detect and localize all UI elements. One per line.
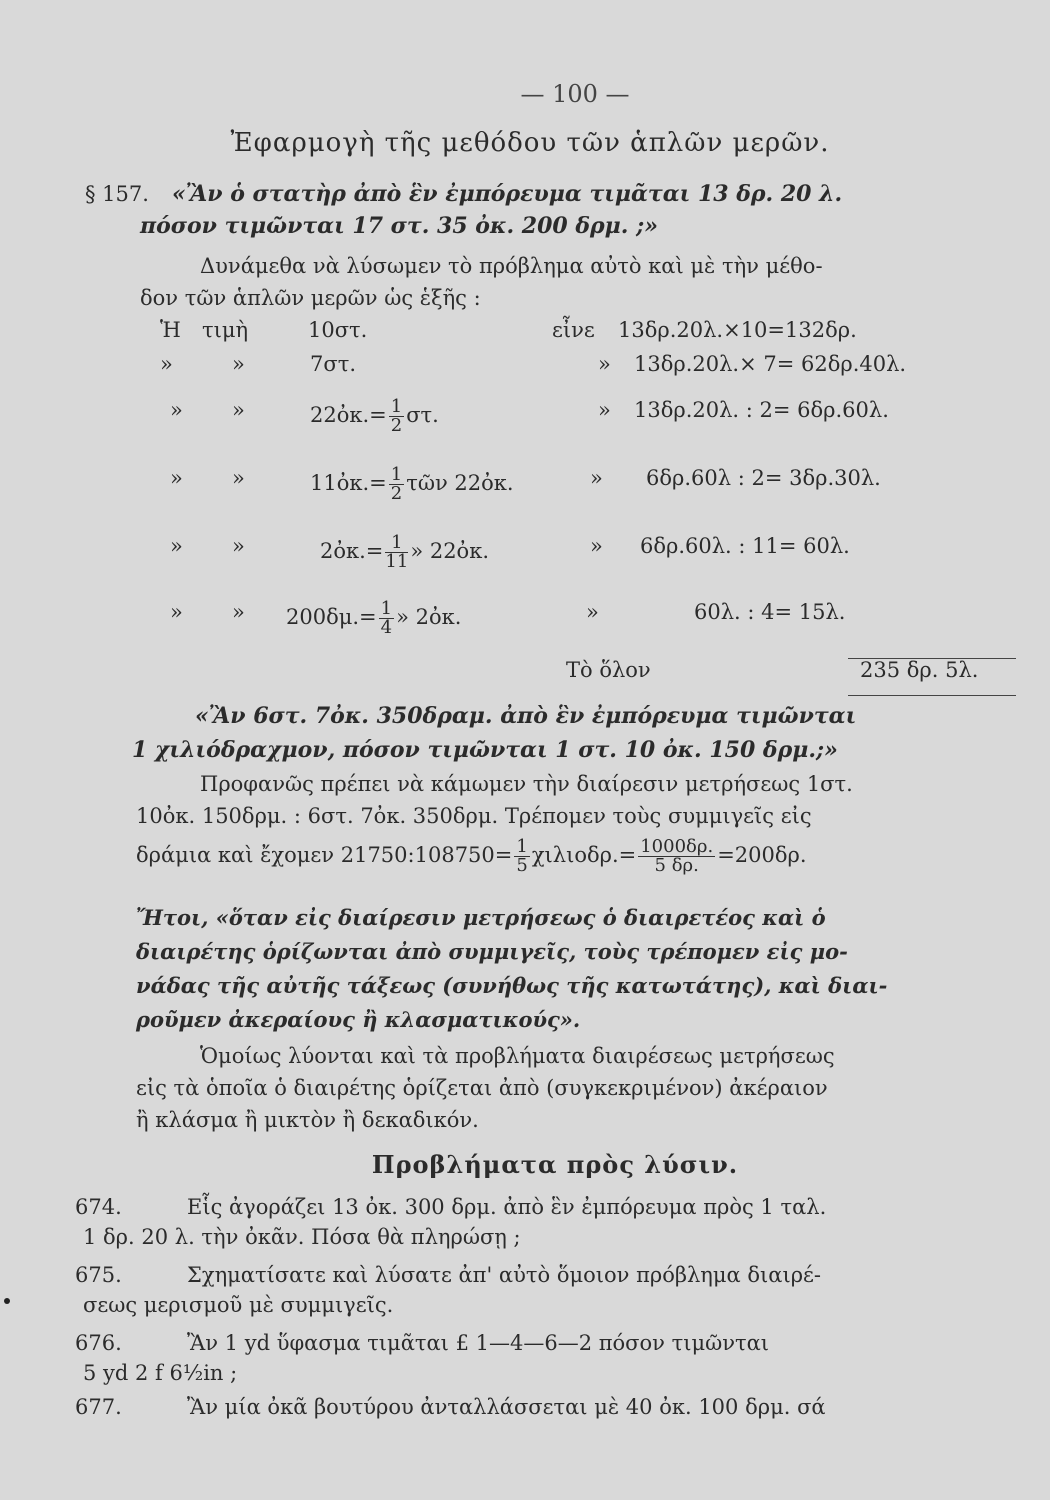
problem-item: [75, 1260, 1015, 1324]
table-row: [160, 534, 1020, 574]
example2-line2: 1 χιλιόδραχμον, πόσον τιμῶνται 1 στ. 10 ὀκ. 150 δρμ.;»: [132, 737, 838, 763]
rule-line4: ροῦμεν ἀκεραίους ἢ κλασματικούς».: [136, 1007, 581, 1032]
numerator: 1000δρ.: [640, 836, 714, 857]
problems-heading: Προβλήματα πρὸς λύσιν.: [371, 1150, 739, 1179]
cell: »: [232, 398, 245, 422]
problem-number: 676.: [75, 1331, 122, 1355]
cell: 10στ.: [308, 318, 368, 342]
section-number: § 157.: [85, 182, 149, 206]
intro-line2: δον τῶν ἁπλῶν μερῶν ὡς ἑξῆς :: [140, 286, 481, 310]
example2-line1: «Ἂν 6στ. 7ὀκ. 350δραμ. ἀπὸ ἓν ἐμπόρευμα τιμῶνται: [195, 703, 857, 729]
cell: 2ὀκ.=: [320, 539, 384, 563]
cell: »: [170, 466, 183, 490]
cell: 200δμ.=: [286, 605, 377, 629]
problem-line: Ἂν μία ὀκᾶ βουτύρου ἀνταλλάσσεται μὲ 40 ὀκ. 100 δρμ. σά: [187, 1395, 826, 1419]
rule-line2: διαιρέτης ὁρίζωνται ἀπὸ συμμιγεῖς, τοὺς τρέπομεν εἰς μο-: [136, 939, 848, 964]
rule-text: Ἤτοι, «ὅταν εἰς διαίρεσιν μετρήσεως ὁ διαιρετέος καὶ ὁ: [136, 905, 826, 930]
problem-item: [75, 1328, 1015, 1392]
problem-text: [135, 1392, 1015, 1422]
cell: »: [586, 600, 599, 624]
similar-line2: εἰς τὰ ὁποῖα ὁ διαιρέτης ὁρίζεται ἀπὸ (συγκεκριμένον) ἀκέραιον: [136, 1076, 828, 1100]
formula-part: χιλιοδρ.=: [531, 843, 637, 867]
denominator: 2: [390, 483, 403, 504]
cell: »: [590, 534, 603, 558]
numerator: 1: [380, 598, 393, 619]
cell: στ.: [406, 403, 439, 427]
cell: »: [598, 398, 611, 422]
problem-item: [75, 1192, 1015, 1256]
problem-line: Ἂν 1 yd ὕφασμα τιμᾶται £ 1—4—6—2 πόσον τιμῶνται: [187, 1331, 770, 1355]
cell: »: [160, 352, 173, 376]
cell: 13δρ.20λ.×10=132δρ.: [618, 318, 857, 342]
cell: Ἡ: [160, 318, 181, 342]
cell: 11ὀκ.=: [310, 471, 387, 495]
cell: » 2ὀκ.: [396, 605, 462, 629]
total-value: 235 δρ. 5λ.: [860, 658, 979, 682]
table-row: [160, 352, 1020, 392]
problem-line: σεως μερισμοῦ μὲ συμμιγεῖς.: [83, 1293, 394, 1317]
table-row: [160, 600, 1020, 640]
example2-line3: Προφανῶς πρέπει νὰ κάμωμεν τὴν διαίρεσιν μετρήσεως 1στ.: [200, 772, 853, 796]
problem-number: 677.: [75, 1395, 122, 1419]
margin-dot: [4, 1298, 10, 1304]
cell: τῶν 22ὀκ.: [406, 471, 514, 495]
cell: 6δρ.60λ : 2= 3δρ.30λ.: [646, 466, 881, 490]
table-row: [160, 466, 1020, 506]
cell: 13δρ.20λ. : 2= 6δρ.60λ.: [634, 398, 889, 422]
fraction: [385, 534, 408, 571]
cell: »: [598, 352, 611, 376]
cell: 13δρ.20λ.× 7= 62δρ.40λ.: [634, 352, 907, 376]
intro-line1: Δυνάμεθα νὰ λύσωμεν τὸ πρόβλημα αὐτὸ καὶ μὲ τὴν μέθο-: [200, 254, 823, 278]
section-question-line2: πόσον τιμῶνται 17 στ. 35 ὀκ. 200 δρμ. ;»: [140, 213, 658, 239]
cell: »: [590, 466, 603, 490]
fraction: [638, 838, 715, 875]
fraction: [389, 398, 404, 435]
denominator: 5: [516, 855, 528, 876]
fraction: [514, 838, 529, 875]
problem-number: 674.: [75, 1195, 122, 1219]
numerator: 1: [390, 396, 403, 417]
table-total-row: [160, 658, 1020, 698]
section-question-line1: «Ἂν ὁ στατὴρ ἀπὸ ἓν ἐμπόρευμα τιμᾶται 13 δρ. 20 λ.: [172, 181, 843, 207]
similar-line1: Ὁμοίως λύονται καὶ τὰ προβλήματα διαιρέσεως μετρήσεως: [200, 1044, 835, 1068]
formula-part: δράμια καὶ ἔχομεν 21750:108750=: [136, 843, 513, 867]
cell: 60λ. : 4= 15λ.: [694, 600, 846, 624]
cell: »: [232, 352, 245, 376]
similar-line3: ἢ κλάσμα ἢ μικτὸν ἢ δεκαδικόν.: [136, 1108, 479, 1132]
total-label: Τὸ ὅλον: [566, 658, 651, 682]
cell: τιμὴ: [202, 318, 249, 342]
example2-formula: [136, 838, 807, 875]
denominator: 5 δρ.: [654, 855, 699, 876]
problem-line: 5 yd 2 f 6½in ;: [83, 1361, 238, 1385]
cell: 6δρ.60λ. : 11= 60λ.: [640, 534, 850, 558]
example2-line4: 10ὀκ. 150δρμ. : 6στ. 7ὀκ. 350δρμ. Τρέπομεν τοὺς συμμιγεῖς εἰς: [136, 804, 812, 828]
numerator: 1: [390, 464, 403, 485]
problem-item: [75, 1392, 1015, 1432]
cell: 7στ.: [310, 352, 356, 376]
problem-line: Εἷς ἀγοράζει 13 ὀκ. 300 δρμ. ἀπὸ ἓν ἐμπόρευμα πρὸς 1 ταλ.: [187, 1195, 827, 1219]
table-row: [160, 398, 1020, 438]
formula-part: =200δρ.: [717, 843, 807, 867]
cell: »: [170, 534, 183, 558]
cell: »: [232, 466, 245, 490]
cell: »: [170, 398, 183, 422]
cell: 22ὀκ.=: [310, 403, 387, 427]
fraction: [389, 466, 404, 503]
cell: εἶνε: [552, 318, 595, 342]
cell: » 22ὀκ.: [410, 539, 490, 563]
rule-line3: νάδας τῆς αὐτῆς τάξεως (συνήθως τῆς κατωτάτης), καὶ διαι-: [136, 973, 888, 998]
rule-line1: [136, 902, 826, 934]
problem-number: 675.: [75, 1263, 122, 1287]
problem-line: 1 δρ. 20 λ. τὴν ὀκᾶν. Πόσα θὰ πληρώσῃ ;: [83, 1225, 521, 1249]
denominator: 2: [390, 415, 403, 436]
fraction: [379, 600, 394, 637]
numerator: 1: [385, 534, 408, 553]
total-underline: [848, 695, 1016, 696]
page-heading: Ἐφαρμογὴ τῆς μεθόδου τῶν ἁπλῶν μερῶν.: [230, 128, 830, 158]
denominator: 11: [385, 551, 409, 572]
numerator: 1: [516, 836, 528, 857]
cell: »: [232, 534, 245, 558]
page-number: — 100 —: [520, 80, 630, 108]
cell: »: [232, 600, 245, 624]
denominator: 4: [380, 617, 393, 638]
cell: »: [170, 600, 183, 624]
problem-line: Σχηματίσατε καὶ λύσατε ἀπ' αὐτὸ ὅμοιον πρόβλημα διαιρέ-: [187, 1263, 822, 1287]
